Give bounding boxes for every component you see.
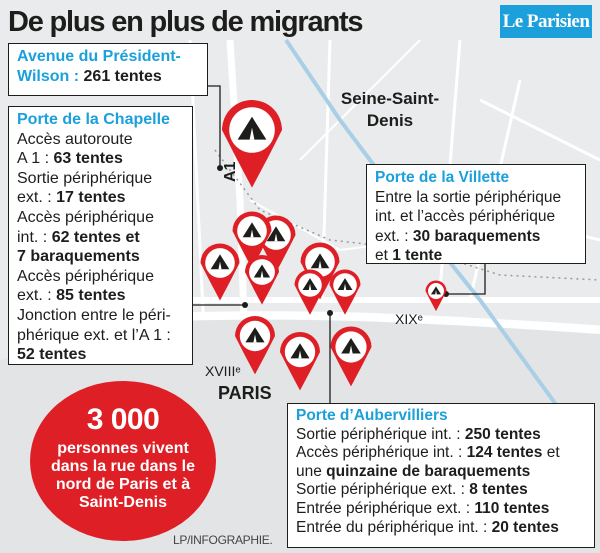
summary-text: personnes vivent dans la rue dans le nord de Paris et à Saint-Denis [50,440,196,511]
callout-value: 17 tentes [56,189,126,207]
callout-value: 8 tentes [469,481,528,499]
callout-line: ext. : [17,189,57,207]
callout-value: 30 baraquements [412,227,541,245]
callout-value: 7 baraquements [17,248,140,266]
summary-number: 3 000 [86,403,160,436]
callout-line: phérique ext. et l’A 1 : [17,326,171,344]
callout-line: A 1 : [17,150,54,168]
callout-value: 85 tentes [56,287,126,305]
callout-value: 63 tentes [53,150,123,168]
callout-line: ext. : [375,227,413,245]
callout-line: ext. : [17,287,57,305]
callout-villette [366,164,586,264]
callout-title: Porte de la Villette [375,169,510,186]
callout-line: Accès périphérique [17,267,154,285]
location-dot-icon [327,310,333,316]
callout-line: Sortie périphérique ext. : [296,481,470,499]
callout-line: Accès périphérique [17,208,154,226]
callout-value: 124 tentes [466,444,543,462]
callout-value: 261 tentes [83,67,162,85]
callout-line: Accès périphérique int. : [296,444,467,462]
callout-line: une [296,462,327,480]
callout-line: Sortie périphérique int. : [296,425,465,443]
callout-title: Porte d’Aubervilliers [296,407,448,424]
callout-chapelle [8,106,193,365]
callout-line: et [542,444,560,462]
callout-title: Wilson : [17,67,80,85]
label-paris: PARIS [218,383,272,403]
label-a1: A1 [222,161,239,182]
callout-value: quinzaine de baraquements [326,462,531,480]
callout-title: Porte de la Chapelle [17,111,170,128]
callout-line: Accès autoroute [17,130,133,148]
callout-aubervilliers [287,403,595,548]
callout-value: 250 tentes [464,425,541,443]
callout-line: et [375,247,393,265]
callout-line: Entrée périphérique ext. : [296,499,475,517]
callout-line: int. : [17,228,52,246]
publisher-logo: Le Parisien [500,5,592,38]
summary-bubble [30,381,216,541]
credit: LP/INFOGRAPHIE. [173,533,273,547]
label-xviii-arrondissement: XVIIIᵉ [205,363,241,379]
callout-line: int. et l’accès périphérique [375,208,556,226]
callout-line: Jonction entre le péri- [17,306,171,324]
callout-value: 110 tentes [474,499,550,517]
callout-wilson [8,43,208,96]
callout-line: Entre la sortie périphérique [375,188,562,206]
callout-value: 52 tentes [17,346,87,364]
callout-value: 1 tente [392,247,443,265]
callout-title: Avenue du Président- [17,48,181,65]
location-dot-icon [242,302,248,308]
label-seine-saint-denis: Seine-Saint-Denis [340,89,440,130]
callout-value: 62 tentes et [51,228,140,246]
callout-value: 20 tentes [491,518,559,536]
callout-line: Entrée du périphérique int. : [296,518,492,536]
callout-line: Sortie périphérique [17,169,153,187]
label-xix-arrondissement: XIXᵉ [395,311,423,327]
page-title: De plus en plus de migrants [8,6,363,38]
